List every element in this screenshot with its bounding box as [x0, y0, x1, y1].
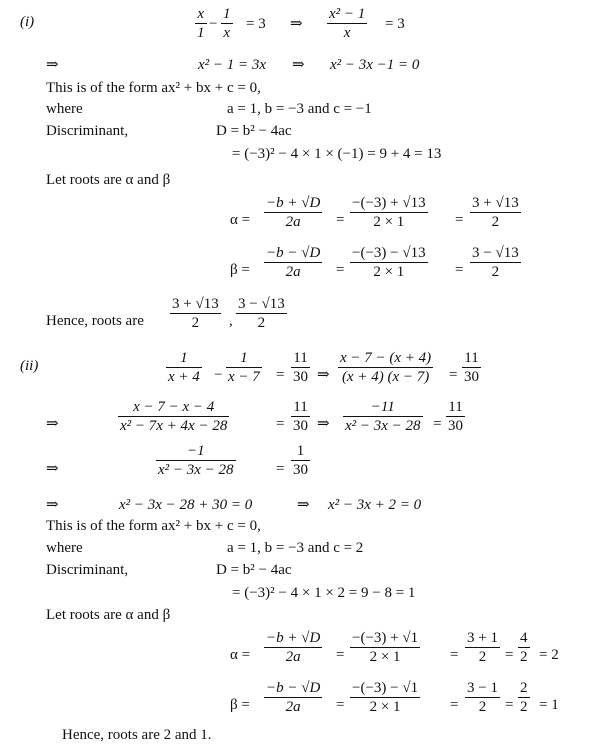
denominator: 2a	[285, 264, 301, 280]
numerator: −(−3) + √13	[352, 195, 426, 211]
implies-symbol: ⇒	[292, 57, 305, 73]
implies-symbol: ⇒	[46, 416, 59, 432]
numerator: 3 + √13	[172, 296, 219, 312]
numerator: x² − 1	[329, 6, 366, 22]
equals-sign: =	[450, 647, 459, 663]
fraction-11-over-30	[291, 350, 310, 385]
numerator: −(−3) − √13	[352, 245, 426, 261]
discriminant-formula: D = b² − 4ac	[216, 562, 292, 578]
numerator: 1	[166, 350, 202, 368]
denominator: 2	[478, 699, 487, 715]
numerator: 11	[291, 350, 310, 368]
discriminant-calc: = (−3)² − 4 × 1 × (−1) = 9 + 4 = 13	[232, 146, 442, 162]
denominator: x	[343, 25, 351, 41]
numerator: −b + √D	[266, 195, 321, 211]
fraction-11-over-30	[291, 399, 310, 434]
fraction-neg-11	[343, 399, 423, 434]
denominator: 2	[520, 649, 528, 665]
denominator: 2	[478, 649, 487, 665]
comma: ,	[229, 313, 233, 329]
denominator: x² − 3x − 28	[158, 462, 234, 478]
roots-conclusion: Hence, roots are 2 and 1.	[62, 727, 212, 743]
fraction-beta-result	[470, 245, 521, 280]
denominator: x − 7	[228, 369, 260, 385]
denominator: 2	[491, 214, 500, 230]
numerator: −b + √D	[266, 630, 321, 646]
alpha-symbol: α =	[230, 212, 251, 228]
equals-sign: =	[433, 416, 442, 432]
fraction-beta-reduced	[518, 680, 530, 715]
fraction-alpha-result	[470, 195, 521, 230]
numerator: 11	[291, 399, 310, 417]
numerator: 3 + 1	[467, 630, 498, 646]
fraction-11-over-30	[462, 350, 481, 385]
numerator: 3 − √13	[472, 245, 519, 261]
denominator: x² − 7x + 4x − 28	[120, 418, 228, 434]
denominator: x + 4	[168, 369, 200, 385]
discriminant-label: Discriminant,	[46, 562, 129, 578]
denominator: 30	[293, 462, 308, 478]
equation-lhs: x² − 3x − 28 + 30 = 0	[119, 497, 253, 513]
implies-symbol: ⇒	[317, 416, 330, 432]
discriminant-formula: D = b² − 4ac	[216, 123, 292, 139]
fraction-alpha-reduced	[518, 630, 530, 665]
fraction-1-over-30	[291, 443, 310, 478]
fraction-root-2	[236, 296, 287, 331]
equals-3: = 3	[246, 16, 266, 32]
fraction-beta-substituted	[350, 680, 420, 715]
numerator: −11	[343, 399, 423, 417]
equation-lhs: x² − 1 = 3x	[198, 57, 267, 73]
fraction-x-over-1	[195, 6, 207, 41]
numerator: −b − √D	[266, 245, 321, 261]
coefficients: a = 1, b = −3 and c = −1	[227, 101, 372, 117]
implies-symbol: ⇒	[297, 497, 310, 513]
equals-sign: =	[336, 647, 345, 663]
equals-3-tail: = 3	[385, 16, 405, 32]
equals-sign: =	[449, 367, 458, 383]
alpha-symbol: α =	[230, 647, 251, 663]
denominator: 2	[491, 264, 500, 280]
equals-sign: =	[336, 697, 345, 713]
fraction-alpha-substituted	[350, 195, 428, 230]
equals-sign: =	[450, 697, 459, 713]
fraction-expanded	[118, 399, 229, 434]
roots-intro: Let roots are α and β	[46, 172, 171, 188]
implies-symbol: ⇒	[317, 367, 330, 383]
denominator: 2a	[285, 214, 301, 230]
denominator: 2	[257, 315, 266, 331]
numerator: x − 7 − x − 4	[118, 399, 229, 417]
fraction-combined	[338, 350, 433, 385]
beta-value: = 1	[539, 697, 559, 713]
numerator: 1	[226, 350, 262, 368]
denominator: 30	[293, 369, 308, 385]
denominator: 2 × 1	[373, 214, 405, 230]
numerator: 11	[462, 350, 481, 368]
part-ii-label: (ii)	[20, 358, 39, 374]
fraction-1-over-x	[221, 6, 233, 41]
numerator: 3 − √13	[238, 296, 285, 312]
fraction-11-over-30	[446, 399, 465, 434]
fraction-1-over-x-minus-7	[226, 350, 262, 385]
numerator: 4	[520, 630, 528, 646]
discriminant-calc: = (−3)² − 4 × 1 × 2 = 9 − 8 = 1	[232, 585, 416, 601]
equals-sign: =	[505, 697, 514, 713]
denominator: x	[223, 25, 231, 41]
equation-rhs: x² − 3x −1 = 0	[330, 57, 420, 73]
denominator: 2	[520, 699, 528, 715]
roots-conclusion: Hence, roots are	[46, 313, 144, 329]
numerator: 1	[223, 6, 231, 22]
minus-sign: −	[214, 367, 223, 383]
denominator: 2 × 1	[369, 699, 401, 715]
equation-rhs: x² − 3x + 2 = 0	[328, 497, 422, 513]
fraction-beta-general	[264, 245, 322, 280]
denominator: 30	[293, 418, 308, 434]
numerator: x	[195, 6, 207, 24]
fraction-alpha-general	[264, 195, 322, 230]
roots-intro: Let roots are α and β	[46, 607, 171, 623]
equals-sign: =	[276, 367, 285, 383]
where-label: where	[46, 540, 83, 556]
numerator: 1	[291, 443, 310, 461]
equals-sign: =	[455, 262, 464, 278]
implies-symbol: ⇒	[290, 16, 303, 32]
implies-symbol: ⇒	[46, 57, 59, 73]
fraction-beta-substituted	[350, 245, 428, 280]
fraction-root-1	[170, 296, 221, 331]
fraction-beta-simplified	[465, 680, 500, 715]
implies-symbol: ⇒	[46, 497, 59, 513]
fraction-alpha-simplified	[465, 630, 500, 665]
equals-sign: =	[336, 212, 345, 228]
denominator: (x + 4) (x − 7)	[341, 369, 430, 385]
fraction-neg-1	[156, 443, 236, 478]
equals-sign: =	[276, 461, 285, 477]
numerator: −(−3) + √1	[352, 630, 419, 646]
coefficients: a = 1, b = −3 and c = 2	[227, 540, 364, 556]
minus-sign: −	[209, 16, 218, 32]
fraction-1-over-x-plus-4	[166, 350, 202, 385]
equals-sign: =	[336, 262, 345, 278]
numerator: 11	[446, 399, 465, 417]
discriminant-label: Discriminant,	[46, 123, 129, 139]
numerator: 2	[520, 680, 528, 696]
fraction-alpha-general	[264, 630, 322, 665]
denominator: 2a	[285, 649, 301, 665]
alpha-value: = 2	[539, 647, 559, 663]
denominator: 2	[191, 315, 200, 331]
beta-symbol: β =	[230, 697, 250, 713]
denominator: 30	[464, 369, 479, 385]
denominator: x² − 3x − 28	[345, 418, 421, 434]
numerator: 3 − 1	[467, 680, 498, 696]
fraction-x2-minus-1-over-x	[327, 6, 367, 41]
numerator: x − 7 − (x + 4)	[340, 350, 432, 366]
equals-sign: =	[276, 416, 285, 432]
numerator: −b − √D	[266, 680, 321, 696]
form-statement: This is of the form ax² + bx + c = 0,	[46, 518, 261, 534]
equals-sign: =	[505, 647, 514, 663]
fraction-beta-general	[264, 680, 322, 715]
equals-sign: =	[455, 212, 464, 228]
numerator: −(−3) − √1	[352, 680, 419, 696]
denominator: 30	[448, 418, 463, 434]
denominator: 2 × 1	[369, 649, 401, 665]
numerator: 3 + √13	[472, 195, 519, 211]
denominator: 2 × 1	[373, 264, 405, 280]
implies-symbol: ⇒	[46, 461, 59, 477]
denominator: 2a	[285, 699, 301, 715]
part-i-label: (i)	[20, 14, 35, 30]
beta-symbol: β =	[230, 262, 250, 278]
fraction-alpha-substituted	[350, 630, 420, 665]
denominator: 1	[197, 25, 205, 41]
numerator: −1	[156, 443, 236, 461]
form-statement: This is of the form ax² + bx + c = 0,	[46, 80, 261, 96]
where-label: where	[46, 101, 83, 117]
